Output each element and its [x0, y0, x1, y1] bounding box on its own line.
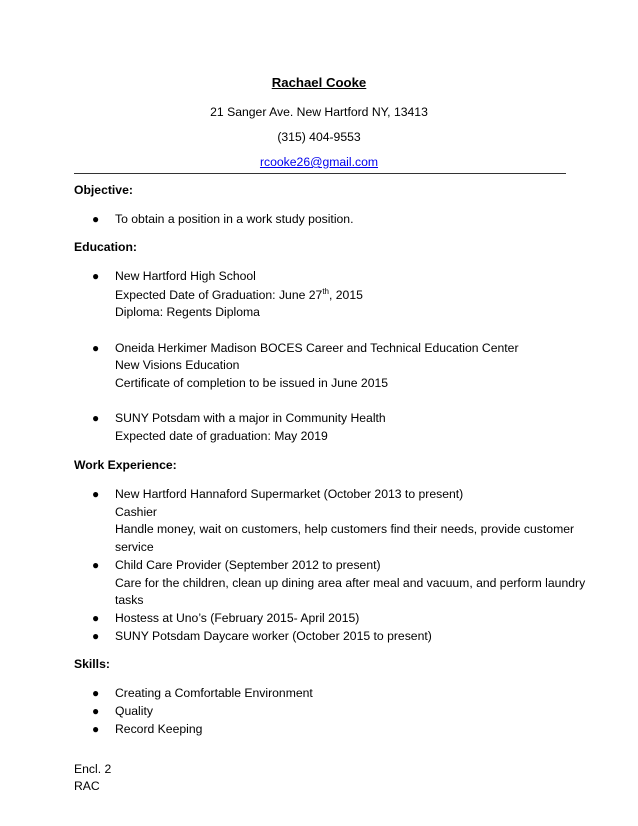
- initials: RAC: [74, 779, 100, 793]
- bullet-icon: ●: [92, 487, 100, 501]
- bullet-icon: ●: [92, 722, 100, 736]
- job-description: tasks: [115, 593, 144, 607]
- phone-number: (315) 404-9553: [277, 130, 361, 144]
- skill-item: Record Keeping: [115, 722, 203, 736]
- bullet-icon: ●: [92, 611, 100, 625]
- bullet-icon: ●: [92, 341, 100, 355]
- work-heading: Work Experience:: [74, 458, 177, 472]
- address: 21 Sanger Ave. New Hartford NY, 13413: [210, 105, 428, 119]
- job-title: Hostess at Uno’s (February 2015- April 2015): [115, 611, 360, 625]
- bullet-icon: ●: [92, 629, 100, 643]
- bullet-icon: ●: [92, 212, 100, 226]
- header-divider: [74, 173, 566, 174]
- education-diploma: Diploma: Regents Diploma: [115, 305, 260, 319]
- enclosure-note: Encl. 2: [74, 762, 112, 776]
- job-role: Cashier: [115, 505, 157, 519]
- objective-text: To obtain a position in a work study position.: [115, 212, 354, 226]
- skill-item: Creating a Comfortable Environment: [115, 686, 313, 700]
- job-description: service: [115, 540, 154, 554]
- bullet-icon: ●: [92, 411, 100, 425]
- education-grad-date: Expected Date of Graduation: June 27th, 2015: [115, 287, 363, 303]
- job-title: Child Care Provider (September 2012 to present): [115, 558, 381, 572]
- skill-item: Quality: [115, 704, 153, 718]
- education-certificate: Certificate of completion to be issued in June 2015: [115, 376, 389, 390]
- candidate-name: Rachael Cooke: [271, 75, 367, 90]
- job-title: SUNY Potsdam Daycare worker (October 2015 to present): [115, 629, 432, 643]
- bullet-icon: ●: [92, 704, 100, 718]
- education-program: New Visions Education: [115, 358, 240, 372]
- education-grad-date: Expected date of graduation: May 2019: [115, 429, 328, 443]
- education-school: Oneida Herkimer Madison BOCES Career and Technical Education Center: [115, 341, 519, 355]
- job-description: Handle money, wait on customers, help customers find their needs, provide customer: [115, 522, 575, 536]
- bullet-icon: ●: [92, 269, 100, 283]
- education-heading: Education:: [74, 240, 137, 254]
- email-link[interactable]: rcooke26@gmail.com: [259, 155, 379, 169]
- bullet-icon: ●: [92, 558, 100, 572]
- education-school: SUNY Potsdam with a major in Community Health: [115, 411, 386, 425]
- skills-heading: Skills:: [74, 657, 110, 671]
- job-title: New Hartford Hannaford Supermarket (October 2013 to present): [115, 487, 464, 501]
- objective-heading: Objective:: [74, 183, 133, 197]
- education-school: New Hartford High School: [115, 269, 256, 283]
- bullet-icon: ●: [92, 686, 100, 700]
- job-description: Care for the children, clean up dining area after meal and vacuum, and perform laundry: [115, 576, 586, 590]
